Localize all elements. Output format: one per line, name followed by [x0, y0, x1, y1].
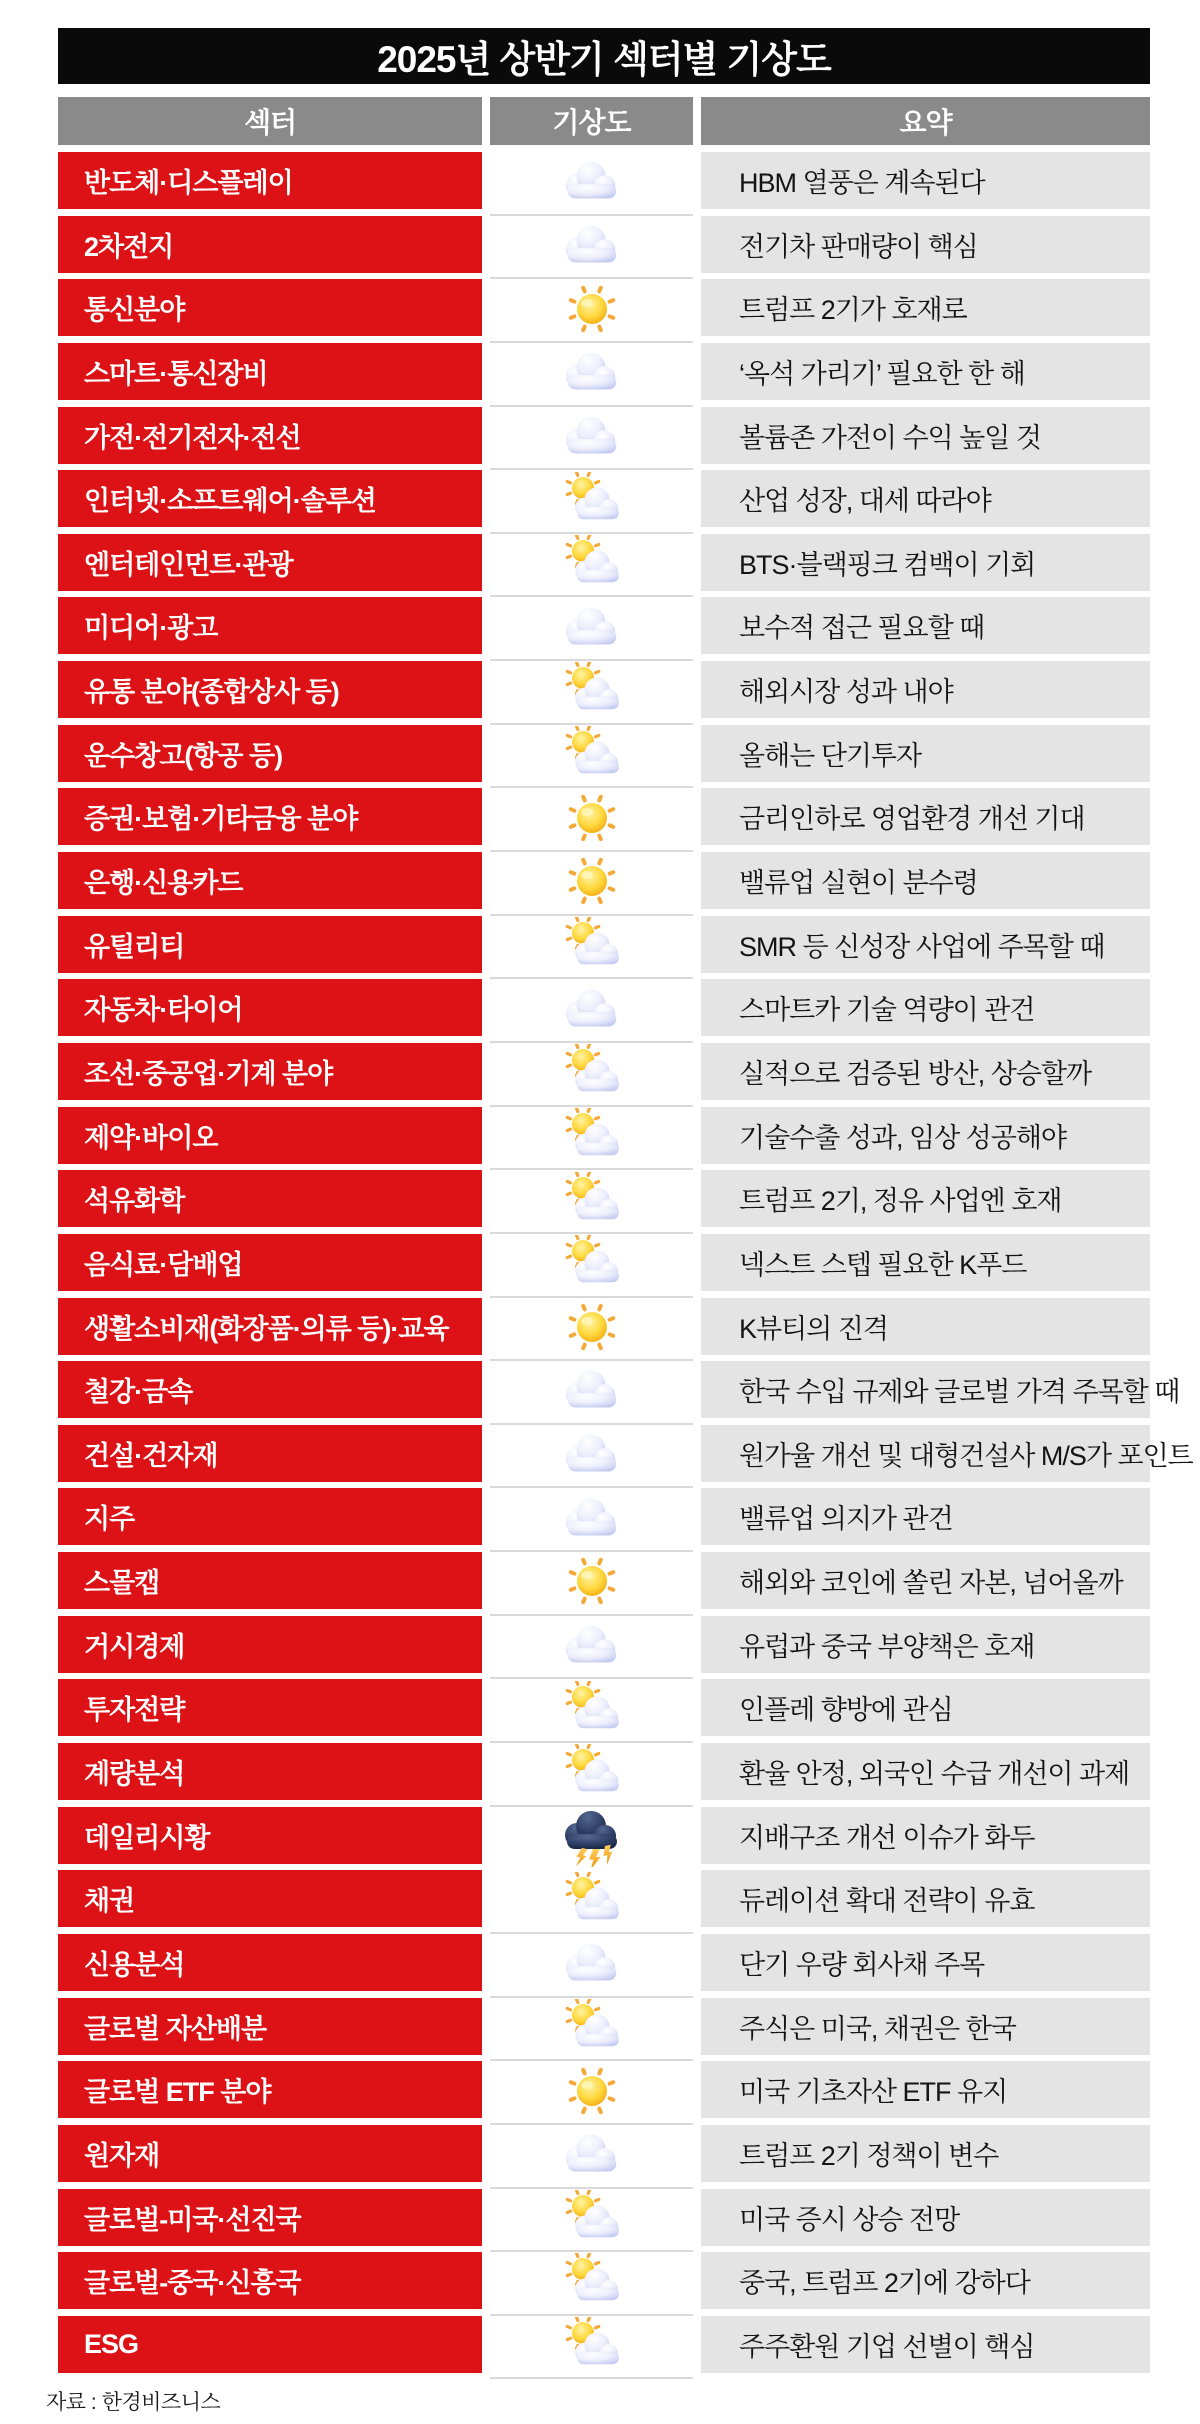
sector-label: 글로벌 ETF 분야	[84, 2077, 271, 2108]
weather-cell	[490, 534, 693, 598]
table-row	[58, 1870, 1150, 1934]
summary-cell	[701, 1743, 1150, 1800]
summary-text: 스마트카 기술 역량이 관건	[739, 995, 1035, 1026]
summary-text: 산업 성장, 대세 따라야	[739, 486, 991, 517]
sun-icon	[561, 790, 623, 846]
summary-text: 트럼프 2기가 호재로	[739, 295, 967, 326]
summary-text: 단기 우량 회사채 주목	[739, 1949, 985, 1980]
sector-cell	[58, 1361, 482, 1418]
summary-cell	[701, 788, 1150, 845]
sector-label: 글로벌 자산배분	[84, 2013, 267, 2044]
sector-label: 통신분야	[84, 295, 185, 326]
table-row	[58, 1616, 1150, 1680]
sector-cell	[58, 852, 482, 909]
summary-cell	[701, 343, 1150, 400]
sun-icon	[561, 2063, 623, 2119]
weather-cell	[490, 343, 693, 407]
sun-behind-cloud-icon	[559, 1744, 625, 1800]
weather-cell	[490, 2316, 693, 2380]
summary-text: SMR 등 신성장 사업에 주목할 때	[739, 931, 1105, 962]
sun-behind-cloud-icon	[559, 1235, 625, 1291]
sector-cell	[58, 979, 482, 1036]
summary-cell	[701, 216, 1150, 273]
sector-label: 가전·전기전자·전선	[84, 422, 301, 453]
summary-cell	[701, 534, 1150, 591]
weather-cell	[490, 1425, 693, 1489]
sun-icon	[561, 853, 623, 909]
sun-behind-cloud-icon	[559, 1872, 625, 1928]
table-row	[58, 534, 1150, 598]
table-header-row	[58, 97, 1150, 145]
summary-cell	[701, 2189, 1150, 2246]
table-row	[58, 152, 1150, 216]
sector-cell	[58, 343, 482, 400]
cloud-icon	[561, 985, 623, 1033]
sun-behind-cloud-icon	[559, 1681, 625, 1737]
summary-text: 금리인하로 영업환경 개선 기대	[739, 804, 1085, 835]
sector-cell	[58, 152, 482, 209]
cloud-icon	[561, 1366, 623, 1414]
cloud-icon	[561, 221, 623, 269]
sector-label: 미디어·광고	[84, 613, 218, 644]
weather-cell	[490, 1361, 693, 1425]
summary-cell	[701, 470, 1150, 527]
sector-cell	[58, 916, 482, 973]
summary-text: 올해는 단기투자	[739, 740, 922, 771]
sector-cell	[58, 1298, 482, 1355]
table-row	[58, 916, 1150, 980]
cloud-icon	[561, 2130, 623, 2178]
title-bar	[58, 28, 1150, 84]
summary-text: 넥스트 스텝 필요한 K푸드	[739, 1249, 1027, 1280]
column-header-sector: 섹터	[58, 97, 482, 145]
sector-weather-table	[58, 97, 1193, 2379]
sector-cell	[58, 788, 482, 845]
summary-text: 밸류업 의지가 관건	[739, 1504, 953, 1535]
sector-label: 증권·보험·기타금융 분야	[84, 804, 358, 835]
table-row	[58, 2316, 1150, 2380]
sector-cell	[58, 2252, 482, 2309]
summary-cell	[701, 597, 1150, 654]
weather-cell	[490, 2061, 693, 2125]
sector-label: 글로벌-미국·선진국	[84, 2204, 301, 2235]
sector-cell	[58, 1616, 482, 1673]
summary-text: 볼륨존 가전이 수익 높일 것	[739, 422, 1041, 453]
weather-cell	[490, 1934, 693, 1998]
sector-label: 2차전지	[84, 231, 174, 262]
weather-cell	[490, 1743, 693, 1807]
summary-cell	[701, 1107, 1150, 1164]
summary-cell	[701, 1998, 1150, 2055]
table-row	[58, 279, 1150, 343]
sector-cell	[58, 1107, 482, 1164]
table-row	[58, 1170, 1150, 1234]
summary-cell	[701, 2252, 1150, 2309]
table-row	[58, 2125, 1150, 2189]
summary-cell	[701, 1870, 1150, 1927]
sector-label: 데일리시황	[84, 1822, 210, 1853]
table-row	[58, 1234, 1150, 1298]
weather-cell	[490, 916, 693, 980]
sector-label: 운수창고(항공 등)	[84, 740, 283, 771]
weather-cell	[490, 470, 693, 534]
table-row	[58, 343, 1150, 407]
sun-behind-cloud-icon	[559, 472, 625, 528]
summary-text: 주주환원 기업 선별이 핵심	[739, 2331, 1035, 2362]
sun-behind-cloud-icon	[559, 1172, 625, 1228]
sector-cell	[58, 2061, 482, 2118]
sector-label: 계량분석	[84, 1759, 185, 1790]
sector-cell	[58, 1934, 482, 1991]
table-row	[58, 725, 1150, 789]
page-title: 2025년 상반기 섹터별 기상도	[377, 39, 831, 80]
sector-cell	[58, 1234, 482, 1291]
weather-cell	[490, 2189, 693, 2253]
weather-cell	[490, 788, 693, 852]
sector-label: 신용분석	[84, 1949, 185, 1980]
summary-text: 인플레 향방에 관심	[739, 1695, 953, 1726]
summary-text: 전기차 판매량이 핵심	[739, 231, 978, 262]
sun-behind-cloud-icon	[559, 1044, 625, 1100]
thunder-cloud-icon	[560, 1807, 624, 1867]
summary-text: 실적으로 검증된 방산, 상승할까	[739, 1058, 1092, 1089]
summary-cell	[701, 2061, 1150, 2118]
sector-cell	[58, 407, 482, 464]
sector-label: 석유화학	[84, 1186, 185, 1217]
sector-cell	[58, 725, 482, 782]
weather-cell	[490, 661, 693, 725]
table-row	[58, 1107, 1150, 1171]
sector-cell	[58, 2316, 482, 2373]
table-row	[58, 1298, 1150, 1362]
sector-cell	[58, 2125, 482, 2182]
summary-cell	[701, 1616, 1150, 1673]
table-row	[58, 470, 1150, 534]
sector-label: 스몰캡	[84, 1568, 160, 1599]
sun-behind-cloud-icon	[559, 726, 625, 782]
table-row	[58, 1679, 1150, 1743]
weather-cell	[490, 1043, 693, 1107]
summary-text: 트럼프 2기 정책이 변수	[739, 2140, 999, 2171]
sun-behind-cloud-icon	[559, 662, 625, 718]
sector-label: 거시경제	[84, 1631, 185, 1662]
weather-cell	[490, 979, 693, 1043]
sector-label: 음식료·담배업	[84, 1249, 243, 1280]
table-row	[58, 1043, 1150, 1107]
sector-cell	[58, 1998, 482, 2055]
sector-label: 인터넷·소프트웨어·솔루션	[84, 486, 376, 517]
weather-cell	[490, 725, 693, 789]
weather-cell	[490, 1679, 693, 1743]
summary-text: 미국 기초자산 ETF 유지	[739, 2077, 1008, 2108]
summary-cell	[701, 1298, 1150, 1355]
summary-cell	[701, 407, 1150, 464]
sector-cell	[58, 534, 482, 591]
summary-cell	[701, 1552, 1150, 1609]
sector-label: 제약·바이오	[84, 1122, 218, 1153]
sector-label: 원자재	[84, 2140, 160, 2171]
sector-label: 스마트·통신장비	[84, 358, 268, 389]
table-row	[58, 788, 1150, 852]
table-row	[58, 1743, 1150, 1807]
summary-cell	[701, 1425, 1193, 1482]
cloud-icon	[561, 157, 623, 205]
summary-cell	[701, 2125, 1150, 2182]
weather-cell	[490, 1807, 693, 1872]
summary-cell	[701, 2316, 1150, 2373]
sector-cell	[58, 1743, 482, 1800]
sun-behind-cloud-icon	[559, 2317, 625, 2373]
sun-behind-cloud-icon	[559, 1108, 625, 1164]
table-row	[58, 979, 1150, 1043]
table-row	[58, 1552, 1150, 1616]
table-row	[58, 216, 1150, 280]
table-row	[58, 1934, 1150, 1998]
sector-label: 생활소비재(화장품·의류 등)·교육	[84, 1313, 449, 1344]
sector-cell	[58, 661, 482, 718]
cloud-icon	[561, 412, 623, 460]
summary-text: 기술수출 성과, 임상 성공해야	[739, 1122, 1066, 1153]
summary-text: 해외시장 성과 내야	[739, 677, 953, 708]
weather-cell	[490, 1170, 693, 1234]
sector-cell	[58, 1488, 482, 1545]
summary-text: 원가율 개선 및 대형건설사 M/S가 포인트	[739, 1440, 1193, 1471]
table-row	[58, 1361, 1180, 1425]
weather-cell	[490, 1998, 693, 2062]
sector-label: 반도체·디스플레이	[84, 168, 293, 198]
sector-cell	[58, 279, 482, 336]
source-credit: 자료 : 한경비즈니스	[46, 2391, 221, 2414]
sector-label: 철강·금속	[84, 1377, 193, 1408]
summary-cell	[701, 916, 1150, 973]
table-row	[58, 2252, 1150, 2316]
weather-cell	[490, 1298, 693, 1362]
summary-text: 해외와 코인에 쏠린 자본, 넘어올까	[739, 1568, 1123, 1599]
weather-cell	[490, 852, 693, 916]
weather-cell	[490, 597, 693, 661]
weather-cell	[490, 1488, 693, 1552]
weather-cell	[490, 152, 693, 216]
sector-label: 자동차·타이어	[84, 995, 243, 1026]
summary-cell	[701, 979, 1150, 1036]
summary-text: 트럼프 2기, 정유 사업엔 호재	[739, 1186, 1062, 1217]
sector-cell	[58, 1870, 482, 1927]
summary-cell	[701, 1170, 1150, 1227]
summary-text: K뷰티의 진격	[739, 1313, 888, 1344]
sector-label: 조선·중공업·기계 분야	[84, 1058, 333, 1089]
summary-text: 환율 안정, 외국인 수급 개선이 과제	[739, 1759, 1130, 1790]
summary-cell	[701, 852, 1150, 909]
summary-text: HBM 열풍은 계속된다	[739, 168, 985, 198]
summary-cell	[701, 279, 1150, 336]
summary-text: 밸류업 실현이 분수령	[739, 868, 978, 899]
summary-text: 보수적 접근 필요할 때	[739, 613, 985, 644]
sector-cell	[58, 597, 482, 654]
sector-label: 은행·신용카드	[84, 868, 243, 899]
sun-icon	[561, 1553, 623, 1609]
sector-cell	[58, 470, 482, 527]
table-row	[58, 2061, 1150, 2125]
sector-label: 투자전략	[84, 1695, 185, 1726]
table-row	[58, 597, 1150, 661]
summary-cell	[701, 725, 1150, 782]
summary-cell	[701, 1043, 1150, 1100]
summary-text: ‘옥석 가리기’ 필요한 한 해	[739, 358, 1025, 389]
sun-behind-cloud-icon	[559, 2253, 625, 2309]
sector-cell	[58, 1043, 482, 1100]
summary-cell	[701, 1807, 1150, 1864]
weather-cell	[490, 407, 693, 471]
table-row	[58, 1807, 1150, 1871]
cloud-icon	[561, 603, 623, 651]
summary-text: 중국, 트럼프 2기에 강하다	[739, 2268, 1030, 2299]
summary-text: 유럽과 중국 부양책은 호재	[739, 1631, 1035, 1662]
weather-cell	[490, 216, 693, 280]
weather-cell	[490, 1552, 693, 1616]
sun-behind-cloud-icon	[559, 2190, 625, 2246]
table-row	[58, 407, 1150, 471]
sector-cell	[58, 1552, 482, 1609]
summary-text: 주식은 미국, 채권은 한국	[739, 2013, 1016, 2044]
sun-behind-cloud-icon	[559, 535, 625, 591]
sector-label: 유틸리티	[84, 931, 185, 962]
cloud-icon	[561, 348, 623, 396]
summary-cell	[701, 1234, 1150, 1291]
cloud-icon	[561, 1430, 623, 1478]
summary-cell	[701, 1679, 1150, 1736]
table-row	[58, 1998, 1150, 2062]
column-header-weather: 기상도	[490, 97, 693, 145]
summary-text: 미국 증시 상승 전망	[739, 2204, 960, 2235]
sector-cell	[58, 1679, 482, 1736]
summary-text: BTS·블랙핑크 컴백이 기회	[739, 549, 1036, 580]
summary-text: 한국 수입 규제와 글로벌 가격 주목할 때	[739, 1377, 1180, 1408]
summary-cell	[701, 661, 1150, 718]
column-header-summary: 요약	[701, 97, 1150, 145]
sector-label: 지주	[84, 1504, 135, 1535]
sector-label: 유통 분야(종합상사 등)	[84, 677, 339, 708]
table-row	[58, 1488, 1150, 1552]
summary-cell	[701, 1488, 1150, 1545]
weather-cell	[490, 2125, 693, 2189]
weather-cell	[490, 1870, 693, 1934]
summary-cell	[701, 1934, 1150, 1991]
sector-label: 엔터테인먼트·관광	[84, 549, 293, 580]
sector-label: 건설·건자재	[84, 1440, 218, 1471]
weather-cell	[490, 1107, 693, 1171]
table-row	[58, 852, 1150, 916]
sun-icon	[561, 281, 623, 337]
sector-cell	[58, 216, 482, 273]
sector-cell	[58, 1807, 482, 1864]
weather-cell	[490, 1616, 693, 1680]
table-body	[58, 152, 1193, 2379]
cloud-icon	[561, 1939, 623, 1987]
sector-label: 글로벌-중국·신흥국	[84, 2268, 301, 2299]
sun-behind-cloud-icon	[559, 1999, 625, 2055]
sector-cell	[58, 1170, 482, 1227]
weather-cell	[490, 279, 693, 343]
summary-cell	[701, 152, 1150, 209]
weather-cell	[490, 1234, 693, 1298]
table-row	[58, 2189, 1150, 2253]
sector-cell	[58, 2189, 482, 2246]
cloud-icon	[561, 1621, 623, 1669]
table-row	[58, 661, 1150, 725]
sun-behind-cloud-icon	[559, 917, 625, 973]
summary-text: 지배구조 개선 이슈가 화두	[739, 1822, 1035, 1853]
summary-text: 듀레이션 확대 전략이 유효	[739, 1886, 1035, 1917]
sector-cell	[58, 1425, 482, 1482]
cloud-icon	[561, 1494, 623, 1542]
sector-label: 채권	[84, 1886, 135, 1917]
weather-cell	[490, 2252, 693, 2316]
summary-cell	[701, 1361, 1180, 1418]
sector-label: ESG	[84, 2328, 139, 2359]
table-row	[58, 1425, 1193, 1489]
sun-icon	[561, 1299, 623, 1355]
